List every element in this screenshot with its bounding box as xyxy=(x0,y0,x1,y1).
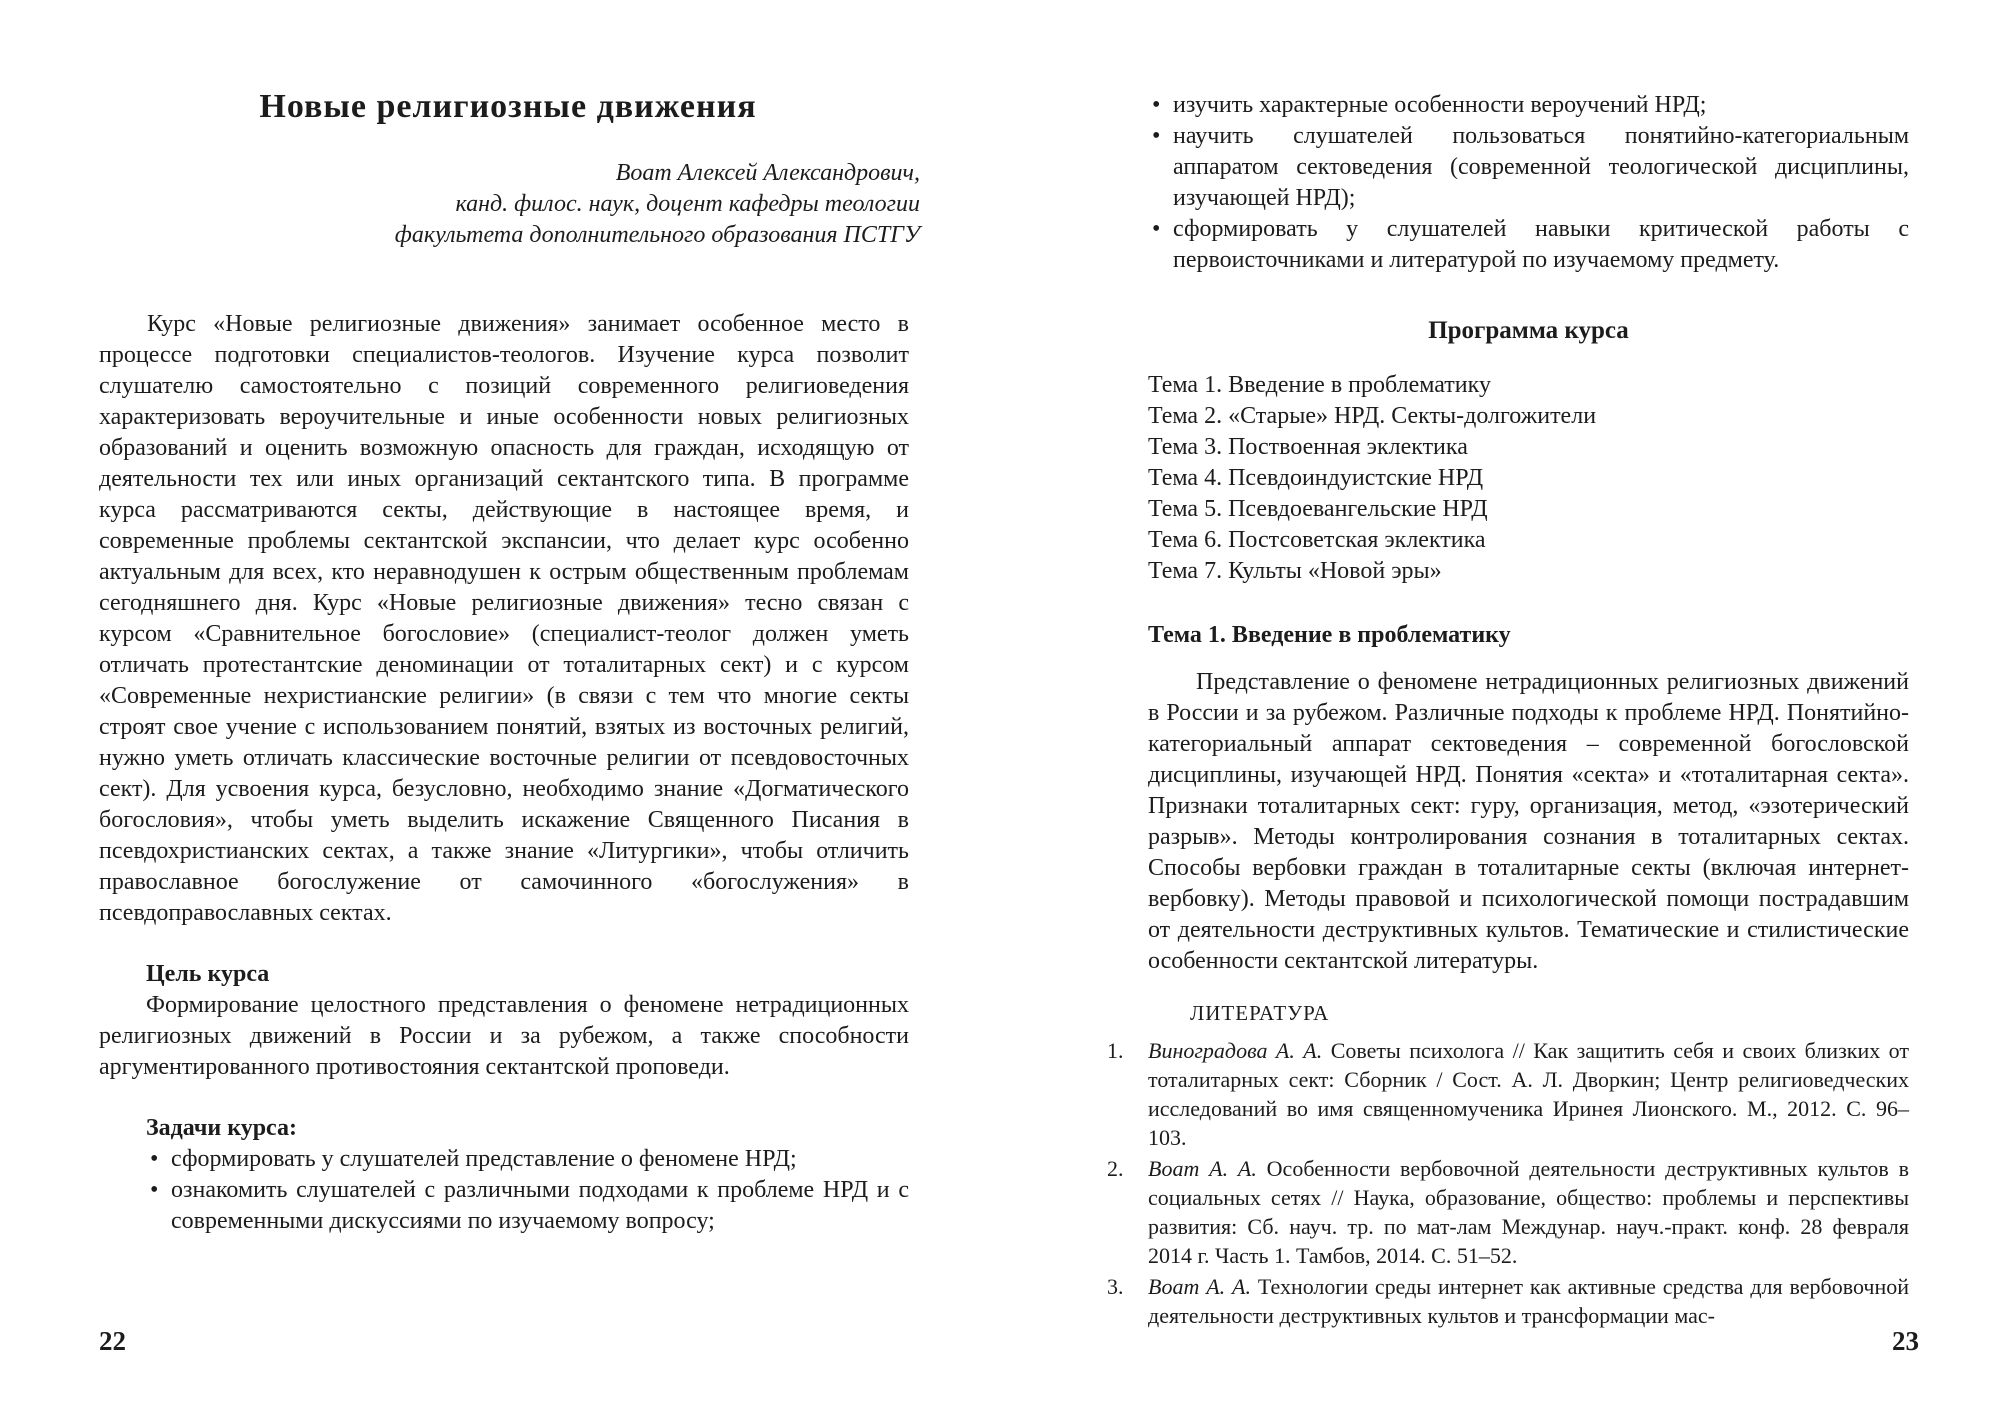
task-item: • научить слушателей пользоваться понятийно-категориальным аппаратом сектоведения (современной теологической дисциплины, изучающей НРД); xyxy=(1148,121,1909,214)
topic-1-body xyxy=(1148,667,1909,977)
literature-item xyxy=(1107,1154,1909,1270)
goal-paragraph: Формирование целостного представления о феномене нетрадиционных религиозных движений в России и за рубежом, а также способности аргументированного противостояния сектантской проповеди. xyxy=(99,992,909,1080)
program-list xyxy=(1148,370,1596,587)
literature-text xyxy=(1148,1036,1909,1152)
page-number: 23 xyxy=(1892,1326,1919,1356)
literature-text xyxy=(1148,1272,1909,1330)
literature-item xyxy=(1107,1272,1909,1330)
author-block xyxy=(160,158,920,251)
tasks-list xyxy=(146,1144,909,1237)
literature-text xyxy=(1148,1154,1909,1270)
topic-1-heading: Тема 1. Введение в проблематику xyxy=(1148,622,1511,648)
intro-paragraph: Курс «Новые религиозные движения» занимает особенное место в процессе подготовки специалистов-теологов. Изучение курса позволит слушателю самостоятельно с позиций современного религиоведения характеризовать вероучительные и иные особенности новых религиозных образований и оценить возможную опасность для граждан, исходящую от деятельности тех или иных организаций сектантского типа. В программе курса рассматриваются секты, действующие в настоящее время, и современные проблемы сектантской экспансии, что делает курс особенно актуальным для всех, кто неравнодушен к острым общественным проблемам сегодняшнего дня. Курс «Новые религиозные движения» тесно связан с курсом «Сравнительное богословие» (специалист-теолог должен уметь отличать протестантские деноминации от тоталитарных сект) и с курсом «Современные нехристианские религии» (в связи с тем что многие секты строят свое учение с использованием понятий, взятых из восточных религий, нужно уметь отличать классические восточные религии от псевдовосточных сект). Для усвоения курса, безусловно, необходимо знание «Догматического богословия», чтобы уметь выделить искажение Священного Писания в псевдохристианских сектах, а также знание «Литургики», чтобы отличить православное богослужение от самочинного «богослужения» в псевдоправославных сектах. xyxy=(99,311,909,926)
literature-item xyxy=(1107,1036,1909,1152)
literature-author: Воат А. А. xyxy=(1148,1156,1257,1181)
program-item: Тема 2. «Старые» НРД. Секты-долгожители xyxy=(1148,403,1597,429)
task-item: • сформировать у слушателей навыки критической работы с первоисточниками и литературой по изучаемому предмету. xyxy=(1148,214,1909,276)
program-item: Тема 4. Псевдоиндуистские НРД xyxy=(1148,465,1484,491)
program-item: Тема 5. Псевдоевангельские НРД xyxy=(1148,496,1488,522)
literature-number: 1. xyxy=(1107,1038,1124,1063)
literature-author: Виноградова А. А. xyxy=(1148,1038,1323,1063)
article-title: Новые религиозные движения xyxy=(259,88,757,125)
tasks-list-continued xyxy=(1148,90,1909,276)
literature-author: Воат А. А. xyxy=(1148,1274,1251,1299)
task-item: • сформировать у слушателей представление о феномене НРД; xyxy=(146,1144,909,1175)
program-item: Тема 1. Введение в проблематику xyxy=(1148,372,1491,398)
literature-title: Технологии среды интернет как активные средства для вербовочной деятельности деструктивных культов и трансформации мас- xyxy=(1148,1274,1910,1328)
program-item: Тема 6. Постсоветская эклектика xyxy=(1148,527,1486,553)
page-number: 22 xyxy=(99,1326,126,1356)
task-item: • изучить характерные особенности вероучений НРД; xyxy=(1148,90,1909,121)
literature-number: 2. xyxy=(1107,1156,1124,1181)
literature-list xyxy=(1107,1036,1909,1332)
author-name: Воат Алексей Александрович, xyxy=(615,160,920,186)
author-degree: канд. филос. наук, доцент кафедры теологии xyxy=(455,191,920,217)
literature-number: 3. xyxy=(1107,1274,1124,1299)
goal-heading: Цель курса xyxy=(146,961,270,987)
literature-title: Особенности вербовочной деятельности деструктивных культов в социальных сетях // Наука, образование, общество: проблемы и перспективы развития: Сб. науч. тр. по мат-лам Междунар. науч.-практ. конф. 28 февраля 2014 г. Часть 1. Тамбов, 2014. С. 51–52. xyxy=(1148,1156,1910,1268)
literature-heading: ЛИТЕРАТУРА xyxy=(1190,1001,1330,1025)
tasks-heading: Задачи курса: xyxy=(146,1115,297,1141)
topic-1-paragraph: Представление о феномене нетрадиционных религиозных движений в России и за рубежом. Различные подходы к проблеме НРД. Понятийно-категориальный аппарат сектоведения – современной богословской дисциплины, изучающей НРД. Понятия «секта» и «тоталитарная секта». Признаки тоталитарных сект: гуру, организация, метод, «эзотерический разрыв». Методы контролирования сознания в тоталитарных сектах. Способы вербовки граждан в тоталитарные секты (включая интернет-вербовку). Методы правовой и психологической помощи пострадавшим от деятельности деструктивных культов. Тематические и стилистические особенности сектантской литературы. xyxy=(1148,669,1909,974)
program-item: Тема 3. Поствоенная эклектика xyxy=(1148,434,1468,460)
author-faculty: факультета дополнительного образования ПСТГУ xyxy=(394,222,920,248)
literature-title: Советы психолога // Как защитить себя и своих близких от тоталитарных сект: Сборник / Сост. А. Л. Дворкин; Центр религиоведческих исследований во имя священномученика Иринея Лионского. М., 2012. С. 96–103. xyxy=(1148,1038,1910,1150)
program-heading: Программа курса xyxy=(1428,317,1629,344)
program-item: Тема 7. Культы «Новой эры» xyxy=(1148,558,1442,584)
left-body xyxy=(99,309,909,1237)
task-item: • ознакомить слушателей с различными подходами к проблеме НРД и с современными дискуссиями по изучаемому вопросу; xyxy=(146,1175,909,1237)
